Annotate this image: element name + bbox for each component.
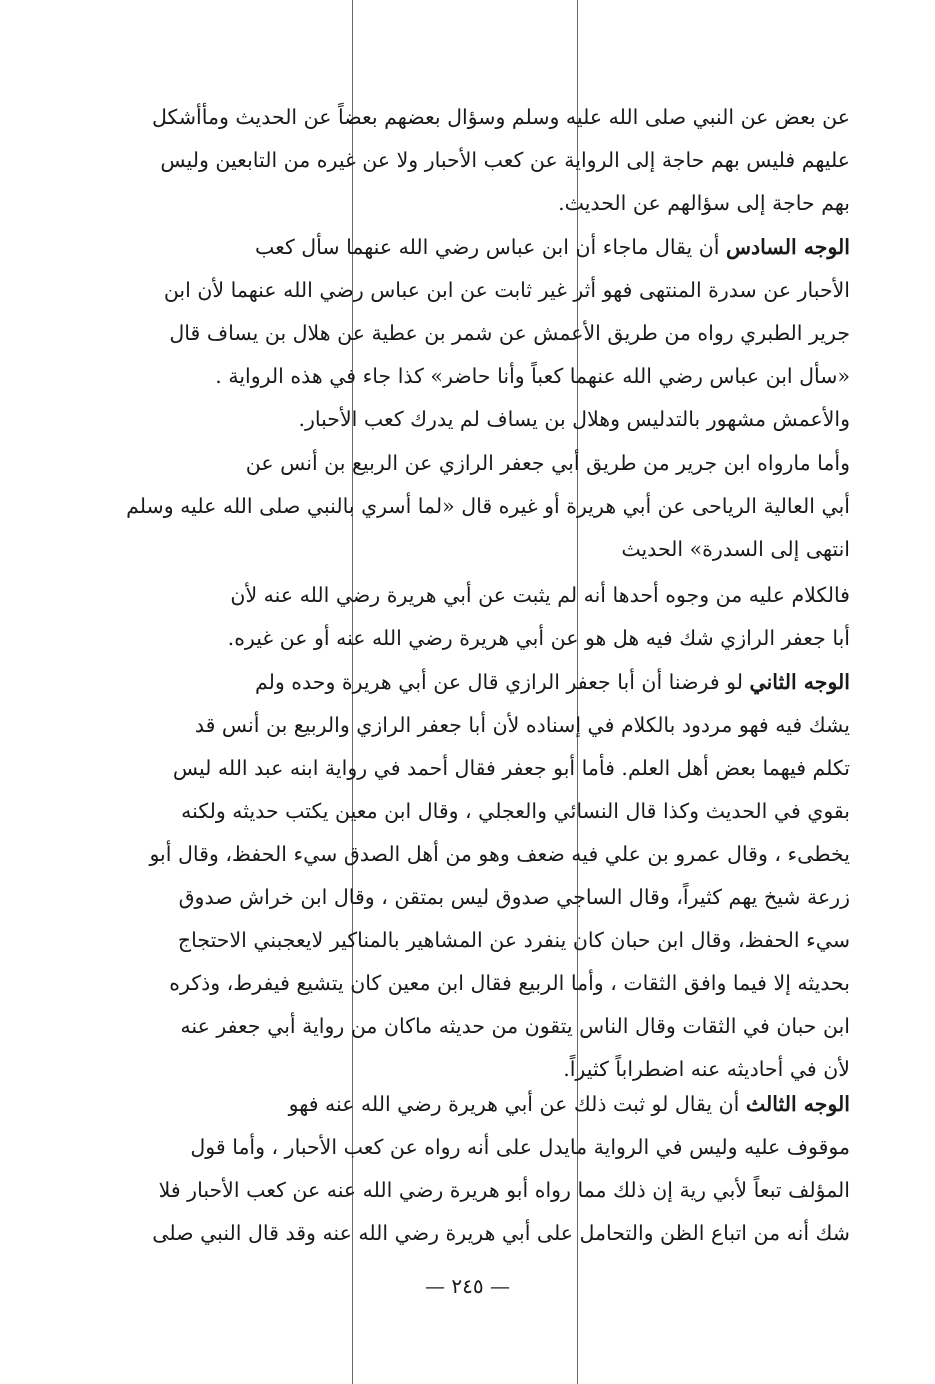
- text-line: زرعة شيخ يهم كثيراً، وقال الساجي صدوق ليس بمتقن ، وقال ابن خراش صدوق: [178, 885, 850, 909]
- text-line: «سأل ابن عباس رضي الله عنهما كعباً وأنا حاضر» كذا جاء في هذه الرواية .: [215, 364, 850, 388]
- text-run: أن يقال ماجاء أن ابن عباس رضي الله عنهما سأل كعب: [254, 235, 727, 259]
- text-line: فالكلام عليه من وجوه أحدها أنه لم يثبت عن أبي هريرة رضي الله عنه لأن: [230, 583, 850, 607]
- text-line: بحديثه إلا فيما وافق الثقات ، وأما الربيع فقال ابن معين كان يتشيع فيفرط، وذكره: [169, 971, 850, 995]
- paragraph-6: [108, 1083, 850, 1255]
- text-line: جرير الطبري رواه من طريق الأعمش عن شمر بن عطية عن هلال بن يساف قال: [169, 321, 850, 345]
- text-line: والأعمش مشهور بالتدليس وهلال بن يساف لم يدرك كعب الأحبار.: [298, 407, 850, 431]
- text-line: ابن حبان في الثقات وقال الناس يتقون من حديثه ماكان من رواية أبي جعفر عنه: [180, 1014, 850, 1038]
- text-line: أبي العالية الرياحى عن أبي هريرة أو غيره قال «لما أسري بالنبي صلى الله عليه وسلم: [126, 494, 850, 518]
- text-line: شك أنه من اتباع الظن والتحامل على أبي هريرة رضي الله عنه وقد قال النبي صلى: [152, 1221, 850, 1245]
- text-line: بهم حاجة إلى سؤالهم عن الحديث.: [558, 191, 850, 215]
- text-line: يخطىء ، وقال عمرو بن علي فيه ضعف وهو من أهل الصدق سيء الحفظ، وقال أبو: [149, 842, 850, 866]
- text-line: المؤلف تبعاً لأبي رية إن ذلك مما رواه أبو هريرة رضي الله عنه عن كعب الأحبار فلا: [158, 1178, 850, 1202]
- text-line: [108, 226, 850, 269]
- text-line: سيء الحفظ، وقال ابن حبان كان ينفرد عن المشاهير بالمناكير لايعجبني الاحتجاج: [177, 928, 850, 952]
- text-line: لأن في أحاديثه عنه اضطراباً كثيراً.: [563, 1057, 850, 1081]
- page-number: — ٢٤٥ —: [425, 1274, 510, 1298]
- paragraph-1: [108, 96, 850, 225]
- section-heading: الوجه السادس: [726, 235, 850, 259]
- text-run: لو فرضنا أن أبا جعفر الرازي قال عن أبي هريرة وحده ولم: [254, 670, 750, 694]
- text-line: [108, 1083, 850, 1126]
- text-line: عن بعض عن النبي صلى الله عليه وسلم وسؤال بعضهم بعضاً عن الحديث ومأأشكل: [152, 105, 850, 129]
- text-line: أبا جعفر الرازي شك فيه هل هو عن أبي هريرة رضي الله عنه أو عن غيره.: [227, 626, 850, 650]
- text-run: أن يقال لو ثبت ذلك عن أبي هريرة رضي الله عنه فهو: [288, 1092, 746, 1116]
- text-line: [108, 661, 850, 704]
- text-line: وأما مارواه ابن جرير من طريق أبي جعفر الرازي عن الربيع بن أنس عن: [245, 451, 850, 475]
- text-line: بقوي في الحديث وكذا قال النسائي والعجلي ، وقال ابن معين يكتب حديثه ولكنه: [181, 799, 850, 823]
- paragraph-2: [108, 226, 850, 441]
- text-line: الأحبار عن سدرة المنتهى فهو أثر غير ثابت عن ابن عباس رضي الله عنهما لأن ابن: [163, 278, 850, 302]
- text-line: عليهم فليس بهم حاجة إلى الرواية عن كعب الأحبار ولا عن غيره من التابعين وليس: [160, 148, 850, 172]
- paragraph-5: [108, 661, 850, 1091]
- section-heading: الوجه الثاني: [749, 670, 850, 694]
- paragraph-4: [108, 574, 850, 660]
- text-line: تكلم فيهما بعض أهل العلم. فأما أبو جعفر فقال أحمد في رواية ابنه عبد الله ليس: [172, 756, 850, 780]
- section-heading: الوجه الثالث: [745, 1092, 850, 1116]
- text-line: يشك فيه فهو مردود بالكلام في إسناده لأن أبا جعفر الرازي والربيع بن أنس قد: [194, 713, 850, 737]
- text-line: انتهى إلى السدرة» الحديث: [621, 537, 850, 561]
- paragraph-3: [108, 442, 850, 571]
- text-line: موقوف عليه وليس في الرواية مايدل على أنه رواه عن كعب الأحبار ، وأما قول: [190, 1135, 850, 1159]
